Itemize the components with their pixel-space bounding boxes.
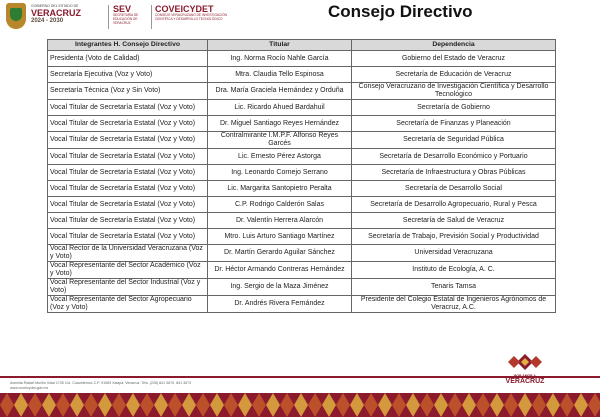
member-role-cell: Vocal Representante del Sector Industrial (Voz y Voto)	[48, 279, 208, 296]
table-row	[48, 83, 556, 100]
member-role-cell: Vocal Representante del Sector Agropecuario (Voz y Voto)	[48, 296, 208, 313]
state-government-logo	[31, 4, 103, 25]
sev-logo	[113, 4, 149, 25]
member-role-cell: Vocal Titular de Secretaría Estatal (Voz y Voto)	[48, 100, 208, 116]
agency-cell: Secretaría de Salud de Veracruz	[352, 213, 556, 229]
holder-name-cell: Ing. Sergio de la Maza Jiménez	[208, 279, 352, 296]
member-role-cell: Vocal Titular de Secretaría Estatal (Voz y Voto)	[48, 197, 208, 213]
agency-cell: Secretaría de Trabajo, Previsión Social y Productividad	[352, 229, 556, 245]
footer-website[interactable]: www.coveicydet.gob.mx	[10, 386, 49, 390]
gov-top-line: GOBIERNO DEL ESTADO DE	[31, 4, 79, 8]
column-header-members: Integrantes H. Consejo Directivo	[48, 40, 208, 51]
agency-cell: Consejo Veracruzano de Investigación Científica y Desarrollo Tecnológico	[352, 83, 556, 100]
coveicydet-subtitle: CONSEJO VERACRUZANO DE INVESTIGACIÓN CIENTÍFICA Y DESARROLLO TECNOLÓGICO	[155, 13, 227, 21]
table-row	[48, 279, 556, 296]
holder-name-cell: Contralmirante I.M.P.F. Alfonso Reyes Garcés	[208, 132, 352, 149]
table-row	[48, 149, 556, 165]
holder-name-cell: Dr. Héctor Armando Contreras Hernández	[208, 262, 352, 279]
member-role-cell: Vocal Titular de Secretaría Estatal (Voz y Voto)	[48, 181, 208, 197]
member-role-cell: Vocal Titular de Secretaría Estatal (Voz y Voto)	[48, 229, 208, 245]
holder-name-cell: Dr. Valentín Herrera Alarcón	[208, 213, 352, 229]
footer-address: Avenida Rafael Murillo Vidal 1735 Col. Cuauhtémoc C.P. 91069 Xalapa, Veracruz. Tels. (228) 841 3670, 841 3673	[10, 381, 192, 385]
coveicydet-name: COVEICYDET	[155, 4, 214, 14]
table-row	[48, 245, 556, 262]
holder-name-cell: Mtro. Luis Arturo Santiago Martínez	[208, 229, 352, 245]
table-row	[48, 165, 556, 181]
table-row	[48, 197, 556, 213]
table-row	[48, 296, 556, 313]
state-shield-icon	[6, 3, 26, 29]
holder-name-cell: Mtra. Claudia Tello Espinosa	[208, 67, 352, 83]
council-table	[47, 39, 556, 313]
holder-name-cell: Ing. Norma Rocío Nahle García	[208, 51, 352, 67]
agency-cell: Universidad Veracruzana	[352, 245, 556, 262]
por-amor-a-veracruz-logo	[494, 350, 556, 384]
agency-cell: Secretaría de Infraestructura y Obras Públicas	[352, 165, 556, 181]
page-header	[0, 0, 600, 36]
column-header-agency: Dependencia	[352, 40, 556, 51]
table-header-row	[48, 40, 556, 51]
page-title: Consejo Directivo	[328, 2, 473, 21]
holder-name-cell: Lic. Ernesto Pérez Astorga	[208, 149, 352, 165]
gov-years: 2024 - 2030	[31, 18, 64, 24]
holder-name-cell: Dr. Martín Gerardo Aguilar Sánchez	[208, 245, 352, 262]
table-row	[48, 51, 556, 67]
member-role-cell: Vocal Titular de Secretaría Estatal (Voz y Voto)	[48, 149, 208, 165]
coveicydet-logo	[155, 4, 235, 22]
table-row	[48, 116, 556, 132]
member-role-cell: Secretaría Técnica (Voz y Sin Voto)	[48, 83, 208, 100]
member-role-cell: Vocal Titular de Secretaría Estatal (Voz y Voto)	[48, 132, 208, 149]
heart-pattern-icon	[508, 354, 542, 370]
agency-cell: Secretaría de Desarrollo Agropecuario, Rural y Pesca	[352, 197, 556, 213]
decorative-pattern-band	[0, 387, 600, 417]
table-row	[48, 262, 556, 279]
agency-cell: Secretaría de Seguridad Pública	[352, 132, 556, 149]
slogan-state: VERACRUZ	[505, 378, 545, 385]
logo-divider	[151, 5, 152, 29]
agency-cell: Gobierno del Estado de Veracruz	[352, 51, 556, 67]
holder-name-cell: Dra. María Graciela Hernández y Orduña	[208, 83, 352, 100]
sev-name: SEV	[113, 4, 132, 14]
holder-name-cell: Lic. Margarita Santopietro Peralta	[208, 181, 352, 197]
table-row	[48, 67, 556, 83]
holder-name-cell: Dr. Andrés Rivera Fernández	[208, 296, 352, 313]
member-role-cell: Vocal Titular de Secretaría Estatal (Voz y Voto)	[48, 213, 208, 229]
table-row	[48, 181, 556, 197]
table-row	[48, 213, 556, 229]
agency-cell: Secretaría de Desarrollo Social	[352, 181, 556, 197]
agency-cell: Secretaría de Desarrollo Económico y Portuario	[352, 149, 556, 165]
table-row	[48, 132, 556, 149]
sev-subtitle: SECRETARÍA DE EDUCACIÓN DE VERACRUZ	[113, 13, 139, 25]
member-role-cell: Vocal Representante del Sector Académico (Voz y Voto)	[48, 262, 208, 279]
footer-divider	[0, 376, 600, 378]
table-row	[48, 100, 556, 116]
agency-cell: Presidente del Colegio Estatal de Ingenieros Agrónomos de Veracruz, A.C.	[352, 296, 556, 313]
holder-name-cell: Dr. Miguel Santiago Reyes Hernández	[208, 116, 352, 132]
agency-cell: Secretaría de Finanzas y Planeación	[352, 116, 556, 132]
logo-divider	[108, 5, 109, 29]
member-role-cell: Secretaría Ejecutiva (Voz y Voto)	[48, 67, 208, 83]
member-role-cell: Vocal Rector de la Universidad Veracruzana (Voz y Voto)	[48, 245, 208, 262]
agency-cell: Secretaría de Educación de Veracruz	[352, 67, 556, 83]
holder-name-cell: Ing. Leonardo Cornejo Serrano	[208, 165, 352, 181]
agency-cell: Instituto de Ecología, A. C.	[352, 262, 556, 279]
agency-cell: Secretaría de Gobierno	[352, 100, 556, 116]
holder-name-cell: C.P. Rodrigo Calderón Salas	[208, 197, 352, 213]
member-role-cell: Vocal Titular de Secretaría Estatal (Voz y Voto)	[48, 165, 208, 181]
holder-name-cell: Lic. Ricardo Ahued Bardahuil	[208, 100, 352, 116]
column-header-holder: Titular	[208, 40, 352, 51]
member-role-cell: Presidenta (Voto de Calidad)	[48, 51, 208, 67]
table-row	[48, 229, 556, 245]
member-role-cell: Vocal Titular de Secretaría Estatal (Voz y Voto)	[48, 116, 208, 132]
gov-name: VERACRUZ	[31, 8, 82, 18]
agency-cell: Tenaris Tamsa	[352, 279, 556, 296]
